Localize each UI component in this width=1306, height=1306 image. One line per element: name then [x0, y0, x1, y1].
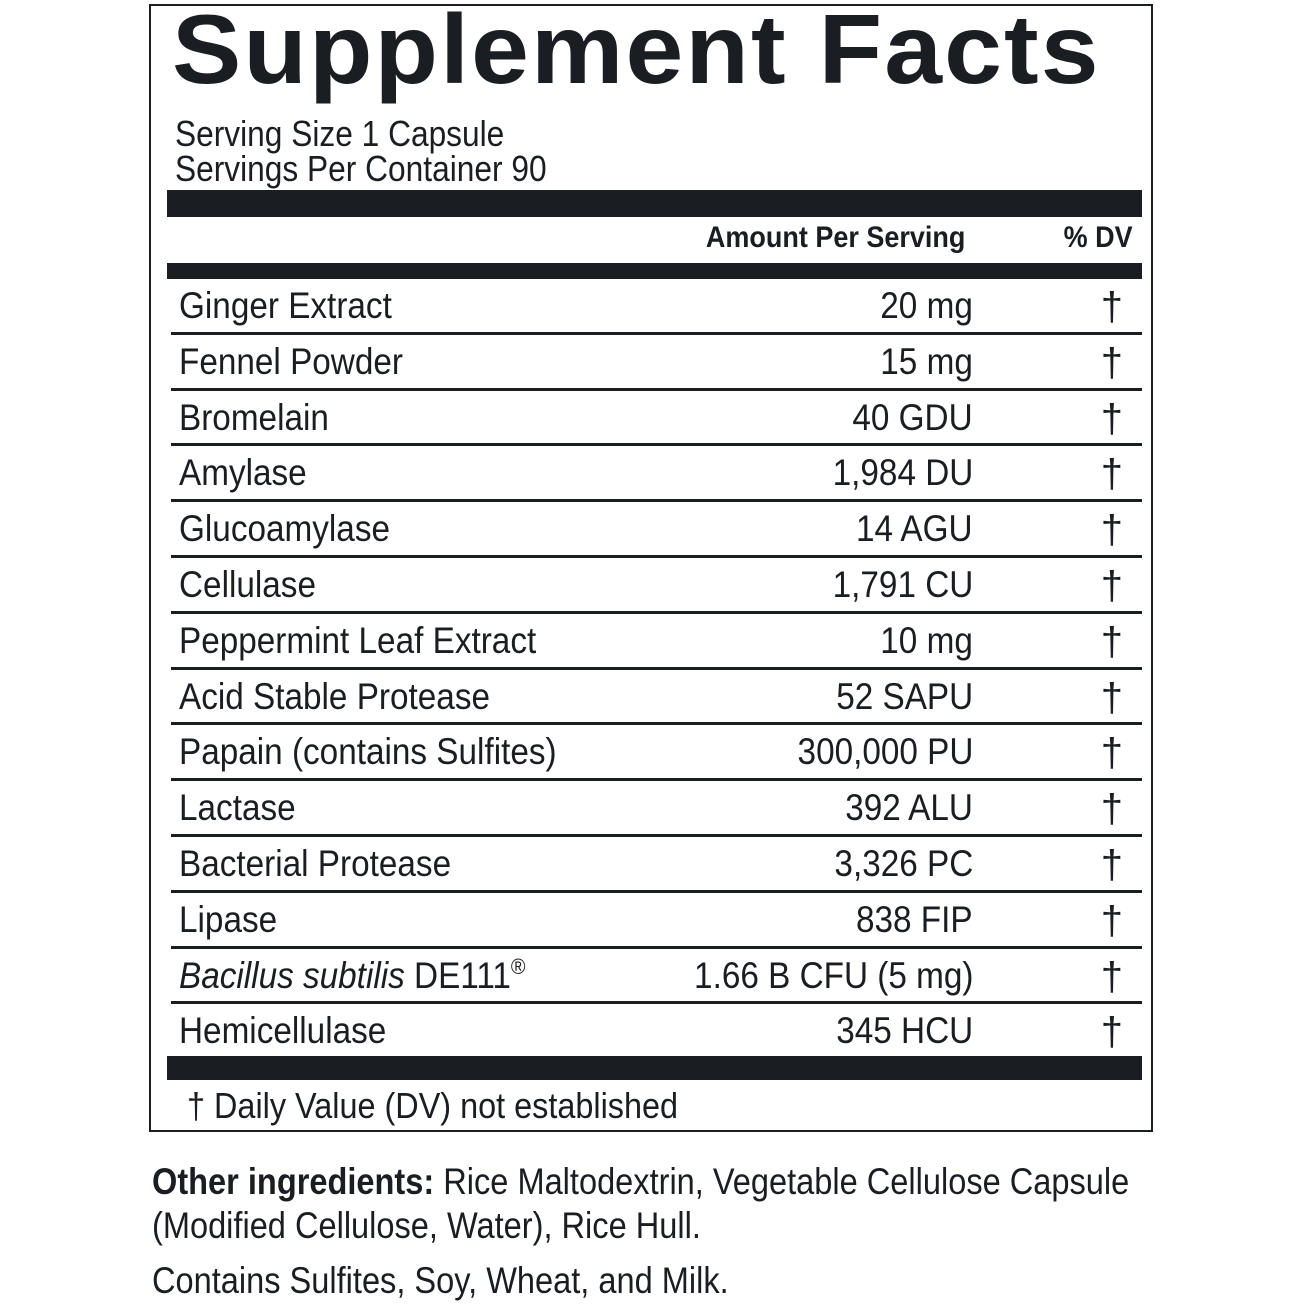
ingredient-name: Lactase	[179, 787, 296, 829]
dv-dagger: †	[1100, 731, 1123, 776]
other-ingredients-text: Rice Maltodextrin, Vegetable Cellulose Capsule (Modified Cellulose, Water), Rice Hull.	[152, 1161, 1130, 1246]
table-row	[171, 335, 1142, 391]
ingredient-amount: 345 HCU	[836, 1010, 973, 1052]
ingredient-amount: 3,326 PC	[834, 842, 973, 884]
dv-dagger: †	[1100, 452, 1123, 497]
table-row	[171, 391, 1142, 447]
thick-divider-top	[167, 190, 1142, 217]
ingredient-amount: 52 SAPU	[836, 675, 973, 717]
ingredient-name: Amylase	[179, 452, 307, 494]
ingredient-amount: 15 mg	[880, 340, 973, 382]
other-ingredients-heading: Other ingredients:	[152, 1161, 435, 1202]
ingredient-amount: 300,000 PU	[797, 731, 973, 773]
ingredient-amount: 14 AGU	[856, 508, 973, 550]
ingredient-name: Glucoamylase	[179, 508, 390, 550]
table-row	[171, 725, 1142, 781]
ingredient-name: Papain (contains Sulfites)	[179, 731, 557, 773]
ingredient-amount: 10 mg	[880, 619, 973, 661]
table-row	[171, 781, 1142, 837]
dv-dagger: †	[1100, 563, 1123, 608]
column-header-amount: Amount Per Serving	[705, 221, 965, 254]
table-row	[171, 670, 1142, 726]
table-row	[171, 446, 1142, 502]
ingredient-amount: 40 GDU	[852, 396, 973, 438]
registered-mark: ®	[510, 953, 526, 979]
dv-dagger: †	[1100, 285, 1123, 329]
serving-size: Serving Size 1 Capsule	[175, 113, 505, 154]
column-header-dv: % DV	[1063, 221, 1133, 254]
table-row	[171, 1004, 1142, 1060]
table-row	[171, 279, 1142, 335]
ingredient-table	[171, 279, 1142, 1060]
ingredient-amount: 1.66 B CFU (5 mg)	[693, 954, 973, 996]
ingredient-amount: 1,791 CU	[832, 563, 973, 605]
ingredient-name: Fennel Powder	[179, 340, 403, 382]
dv-dagger: †	[1100, 954, 1123, 999]
supplement-facts-panel	[149, 0, 1153, 1132]
dv-dagger: †	[1100, 898, 1123, 943]
dv-dagger: †	[1100, 396, 1123, 441]
other-ingredients	[152, 1160, 1190, 1248]
table-row	[171, 558, 1142, 614]
ingredient-name: Ginger Extract	[179, 285, 392, 326]
ingredient-name: Peppermint Leaf Extract	[179, 619, 537, 661]
divider-under-header	[167, 263, 1142, 279]
servings-per-container: Servings Per Container 90	[175, 148, 547, 189]
table-row	[171, 502, 1142, 558]
table-row	[171, 614, 1142, 670]
dv-dagger: †	[1100, 508, 1123, 553]
ingredient-name-strain: DE111	[404, 954, 511, 996]
ingredient-name: Bromelain	[179, 396, 329, 438]
ingredient-amount: 392 ALU	[845, 787, 973, 829]
ingredient-amount: 1,984 DU	[832, 452, 973, 494]
table-row	[171, 893, 1142, 949]
dv-dagger: †	[1100, 787, 1123, 832]
panel-title: Supplement Facts	[172, 0, 1101, 104]
dv-dagger: †	[1100, 675, 1123, 720]
dv-footnote: † Daily Value (DV) not established	[187, 1085, 679, 1126]
thick-divider-bottom	[167, 1056, 1142, 1080]
ingredient-amount: 20 mg	[880, 285, 973, 326]
ingredient-name: Lipase	[179, 898, 278, 940]
table-row	[171, 949, 1142, 1005]
table-row	[171, 837, 1142, 893]
allergen-statement: Contains Sulfites, Soy, Wheat, and Milk.	[152, 1260, 729, 1301]
ingredient-name: Acid Stable Protease	[179, 675, 490, 717]
dv-dagger: †	[1100, 619, 1123, 664]
dv-dagger: †	[1100, 1010, 1123, 1055]
ingredient-name	[179, 953, 526, 996]
ingredient-name: Cellulase	[179, 563, 316, 605]
ingredient-amount: 838 FIP	[856, 898, 973, 940]
ingredient-name: Hemicellulase	[179, 1010, 387, 1052]
dv-dagger: †	[1100, 842, 1123, 887]
ingredient-name-italic: Bacillus subtilis	[179, 954, 405, 996]
dv-dagger: †	[1100, 340, 1123, 385]
ingredient-name: Bacterial Protease	[179, 842, 452, 884]
